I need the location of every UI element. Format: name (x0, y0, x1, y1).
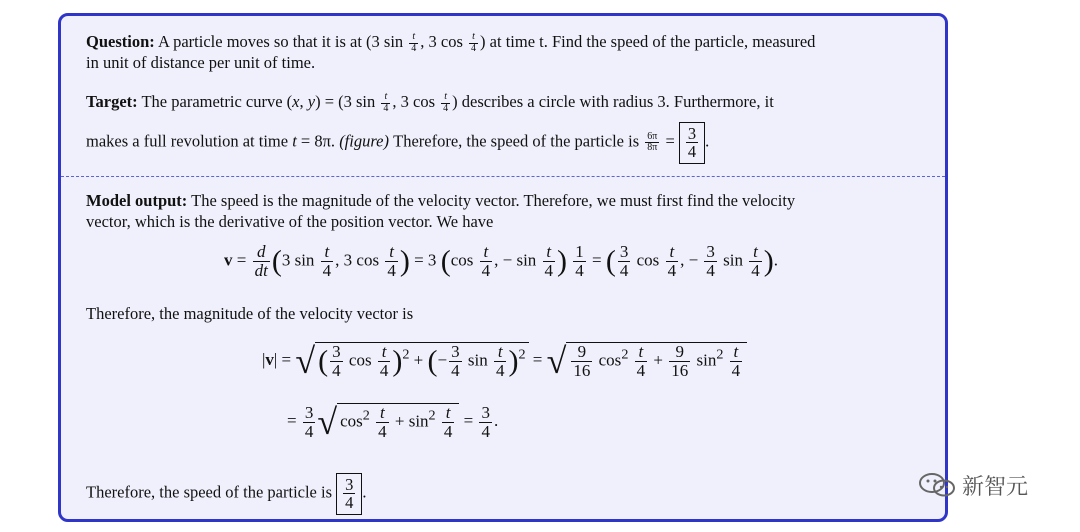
question-line-1 (86, 31, 926, 54)
model-output-label: Model output: (86, 191, 188, 210)
velocity-equation: v = $\frac{d}{dt}$ (3 sin $\frac{t}{4}$ , 3 cos $\frac{t}{4}$ ) = 3 (cos $\frac{t}{4}$ , − sin $\frac{t}{4}$ ) $\frac{1}{4}$ = ( $\frac{3}{4}$ cos $\frac{t}{4}$ , − $\frac{3}{4}$ sin $\frac{t}{4}$ ). (224, 242, 778, 280)
final-answer-line: Therefore, the speed of the particle is $\frac{3}{4}$ . (86, 473, 926, 515)
question-expression: (3 sin $\frac{t}{4}$ , 3 cos $\frac{t}{4}$ ) (366, 31, 486, 54)
question-text-before: A particle moves so that it is at (154, 32, 367, 51)
watermark-text: 新智元 (962, 475, 1029, 500)
target-line-1: Target: The parametric curve (x, y) = (3 sin $\frac{t}{4}$ , 3 cos $\frac{t}{4}$ ) describes a circle with radius 3. Furthermore, it (86, 91, 774, 114)
therefore-speed-text: Therefore, the speed of the particle is (86, 482, 333, 502)
model-output-line-1 (86, 190, 926, 211)
target-label: Target: (86, 92, 138, 111)
therefore-magnitude-text: Therefore, the magnitude of the velocity vector is (86, 304, 414, 323)
model-output-line-2: vector, which is the derivative of the position vector. We have (86, 212, 494, 231)
target-line-2: makes a full revolution at time t = 8π. (figure) Therefore, the speed of the particle is $\frac{6\pi}{8\pi}$ = $\frac{3}{4}$ . (86, 122, 926, 164)
model-output-text-1: The speed is the magnitude of the velocity vector. Therefore, we must first find the velocity (187, 191, 796, 210)
wechat-icon (918, 472, 958, 498)
target-answer-box: $\frac{3}{4}$ (679, 122, 705, 164)
magnitude-equation-1: |v| = √ ( $\frac{3}{4}$ cos $\frac{t}{4}$ )$^2$ + (− $\frac{3}{4}$ sin $\frac{t}{4}$ )$^2$ = √ $\frac{9}{16}$ $\cos^2$ $\frac{t}{4}$ + $\frac{9}{16}$ $\sin^2$ $\frac{t}{4}$ (262, 340, 747, 382)
figure-note: (figure) (339, 131, 389, 151)
question-text-after: at time t. Find the speed of the particle, measured (485, 32, 816, 51)
question-line-2: in unit of distance per unit of time. (86, 53, 316, 72)
question-label: Question: (86, 32, 155, 51)
section-divider (61, 176, 945, 177)
magnitude-equation-2: = $\frac{3}{4}$ √ $\cos^2$ $\frac{t}{4}$ + $\sin^2$ $\frac{t}{4}$ = $\frac{3}{4}$ . (287, 402, 499, 442)
watermark (918, 470, 1050, 500)
final-answer-box: $\frac{3}{4}$ (336, 473, 362, 515)
